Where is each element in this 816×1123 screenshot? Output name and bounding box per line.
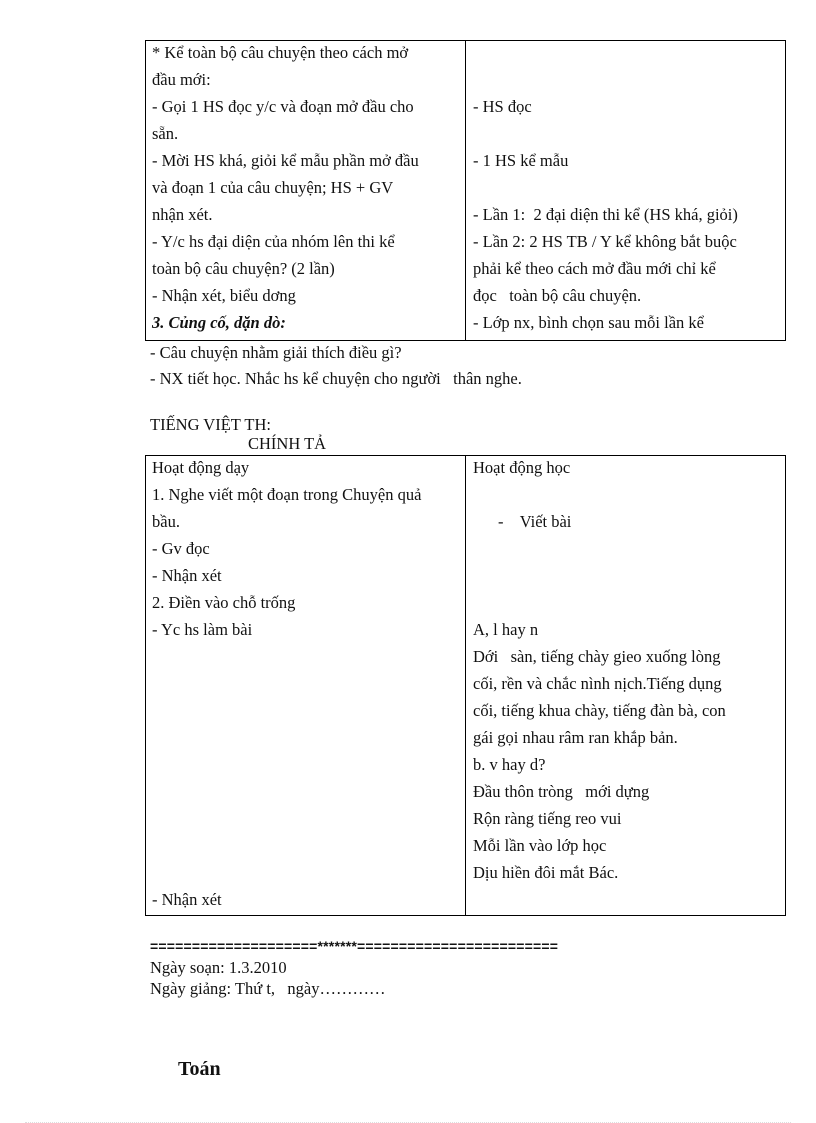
t2-right-line: - Viết bài <box>498 512 572 531</box>
t1-left-line: đầu mới: <box>152 70 211 89</box>
t1-right-line: phải kể theo cách mở đầu mới chỉ kể <box>473 259 716 278</box>
t1-left-line: * Kể toàn bộ câu chuyện theo cách mở <box>152 43 409 62</box>
t2-left-line: bầu. <box>152 512 180 531</box>
t2-right-line: gái gọi nhau râm ran khắp bản. <box>473 728 678 747</box>
t1-left-line: sẵn. <box>152 124 179 143</box>
column-divider <box>465 41 466 340</box>
t1-left-line: và đoạn 1 của câu chuyện; HS + GV <box>152 178 394 197</box>
column-divider <box>465 456 466 915</box>
t2-left-line: 2. Điền vào chỗ trống <box>152 593 296 612</box>
t1-left-line: toàn bộ câu chuyện? (2 lần) <box>152 259 335 278</box>
section-title: TIẾNG VIỆT TH: <box>150 415 271 434</box>
t2-right-line: A, l hay n <box>473 620 539 639</box>
lesson-table-1 <box>145 40 786 341</box>
lesson-table-2 <box>145 455 786 916</box>
t1-right-line: đọc toàn bộ câu chuyện. <box>473 286 642 305</box>
t1-right-line: - Lần 1: 2 đại diện thi kể (HS khá, giỏi) <box>473 205 738 224</box>
t1-left-line: - Gọi 1 HS đọc y/c và đoạn mở đầu cho <box>152 97 414 116</box>
t1-left-line: - Mời HS khá, giỏi kể mẫu phần mở đầu <box>152 151 419 170</box>
t2-left-header: Hoạt động dạy <box>152 458 250 477</box>
date-teaching: Ngày giảng: Thứ t, ngày………… <box>150 979 386 998</box>
t1-left-line: - Y/c hs đại diện của nhóm lên thi kể <box>152 232 395 251</box>
t2-right-line: b. v hay d? <box>473 755 546 774</box>
t1-right-line: - 1 HS kể mẫu <box>473 151 569 170</box>
next-lesson-title: Toán <box>178 1058 221 1080</box>
t2-left-line: - Nhận xét <box>152 566 222 585</box>
t2-right-header: Hoạt động học <box>473 458 571 477</box>
section-subtitle: CHÍNH TẢ <box>248 434 327 453</box>
t2-right-line: Mỗi lần vào lớp học <box>473 836 607 855</box>
separator-line: ====================*******======================== <box>150 938 559 954</box>
closing-line: - Câu chuyện nhằm giải thích điều gì? <box>150 343 402 362</box>
t1-left-line: nhận xét. <box>152 205 213 224</box>
t1-section-heading: 3. Củng cố, dặn dò: <box>152 313 286 332</box>
t2-left-line: 1. Nghe viết một đoạn trong Chuyện quả <box>152 485 422 504</box>
t2-left-line: - Yc hs làm bài <box>152 620 253 639</box>
t2-left-line: - Nhận xét <box>152 890 222 909</box>
t2-right-line: Dịu hiền đôi mắt Bác. <box>473 863 619 882</box>
t2-right-line: Rộn ràng tiếng reo vui <box>473 809 622 828</box>
closing-line: - NX tiết học. Nhắc hs kể chuyện cho người thân nghe. <box>150 369 522 388</box>
t2-right-line: Dới sàn, tiếng chày gieo xuống lòng <box>473 647 721 666</box>
t2-right-line: cối, tiếng khua chày, tiếng đàn bà, con <box>473 701 726 720</box>
t1-right-line: - Lớp nx, bình chọn sau mỗi lần kể <box>473 313 704 332</box>
date-prepared: Ngày soạn: 1.3.2010 <box>150 958 287 977</box>
t1-right-line: - Lần 2: 2 HS TB / Y kể không bắt buộc <box>473 232 737 251</box>
t1-right-line: - HS đọc <box>473 97 532 116</box>
t2-right-line: Đầu thôn tròng mới dựng <box>473 782 650 801</box>
t2-right-line: cối, rền và chắc nình nịch.Tiếng dụng <box>473 674 722 693</box>
t2-left-line: - Gv đọc <box>152 539 210 558</box>
t1-left-line: - Nhận xét, biểu dơng <box>152 286 296 305</box>
